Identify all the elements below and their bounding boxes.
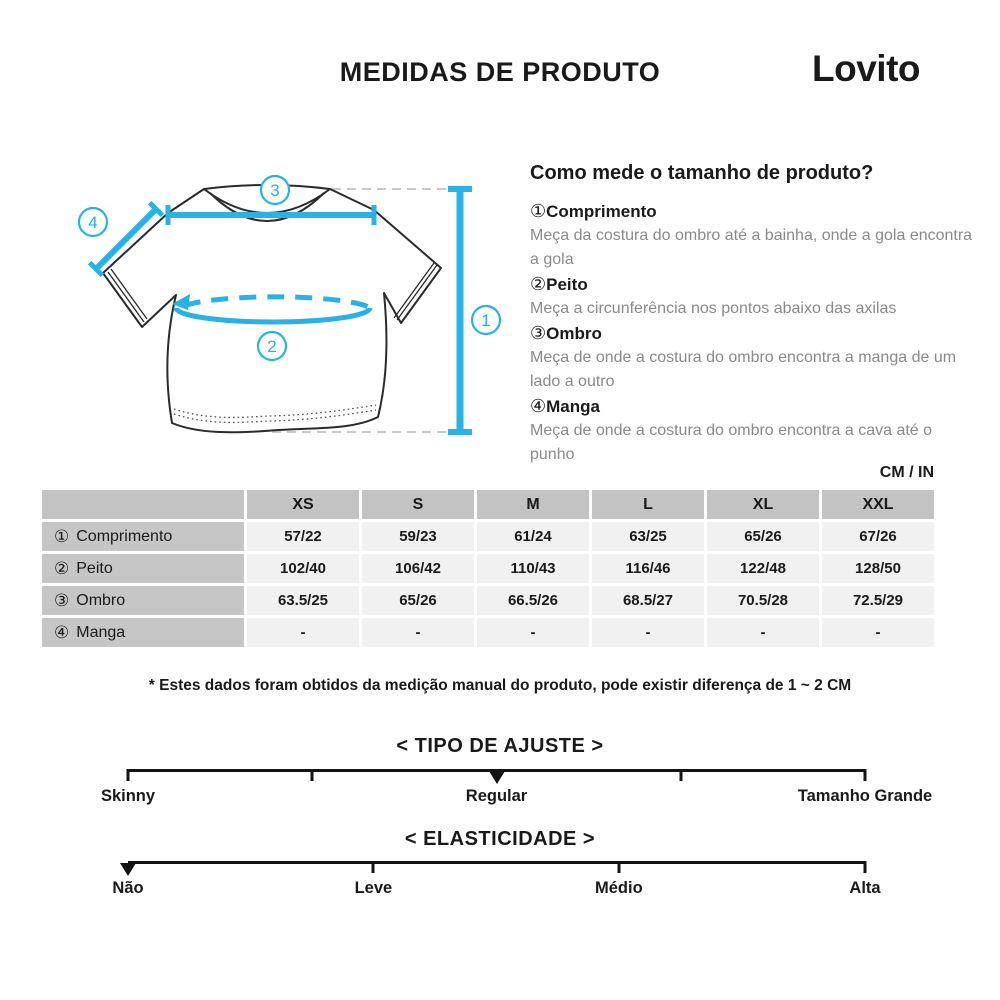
fit-scale-line: [128, 769, 865, 772]
instruction-label-ombro: ③Ombro: [530, 323, 602, 343]
table-cell: 63.5/25: [247, 586, 359, 615]
row-label-peito: ② Peito: [42, 554, 244, 583]
fit-scale-title: < TIPO DE AJUSTE >: [396, 735, 604, 757]
elasticity-label-leve: Leve: [354, 879, 393, 897]
circled-number-3: ③: [530, 323, 547, 343]
instruction-desc-manga: Meça de onde a costura do ombro encontra a cava até o punho: [530, 422, 933, 463]
table-cell: -: [477, 618, 589, 647]
instruction-desc-peito: Meça a circunferência nos pontos abaixo das axilas: [530, 300, 897, 317]
fit-label-skinny: Skinny: [100, 787, 156, 805]
elasticity-scale-line: [128, 861, 865, 864]
table-cell: 65/26: [707, 522, 819, 551]
table-cell: 67/26: [822, 522, 934, 551]
elasticity-scale-title: < ELASTICIDADE >: [404, 828, 596, 850]
instruction-desc-comprimento: Meça da costura do ombro até a bainha, onde a gola encontra a gola: [530, 227, 973, 268]
elasticity-label-alta: Alta: [849, 879, 881, 897]
row-label-manga: ④ Manga: [42, 618, 244, 647]
table-cell: 116/46: [592, 554, 704, 583]
table-cell: 102/40: [247, 554, 359, 583]
tshirt-measurement-diagram: [60, 165, 510, 455]
table-cell: 122/48: [707, 554, 819, 583]
table-cell: 128/50: [822, 554, 934, 583]
table-cell: 66.5/26: [477, 586, 589, 615]
column-header-xl: XL: [707, 490, 819, 519]
tshirt-diagram-svg: [60, 165, 510, 455]
units-label: CM / IN: [879, 464, 934, 481]
instruction-label-comprimento: ①Comprimento: [530, 201, 657, 221]
column-header-xxl: XXL: [822, 490, 934, 519]
instruction-desc-ombro: Meça de onde a costura do ombro encontra a manga de um lado a outro: [530, 349, 957, 390]
elasticity-tick: [864, 861, 867, 873]
table-cell: -: [592, 618, 704, 647]
fit-marker-triangle-icon: [489, 771, 505, 784]
table-cell: 63/25: [592, 522, 704, 551]
fit-scale-labels: [100, 787, 933, 807]
elasticity-marker-triangle-icon: [120, 863, 136, 876]
circled-number-4: ④: [530, 396, 547, 416]
table-cell: 59/23: [362, 522, 474, 551]
brand-logo: Lovito: [812, 48, 920, 89]
table-cell: 57/22: [247, 522, 359, 551]
tshirt-outline: [103, 185, 441, 432]
table-cell: -: [247, 618, 359, 647]
table-cell: 61/24: [477, 522, 589, 551]
table-cell: -: [362, 618, 474, 647]
table-cell: -: [707, 618, 819, 647]
measure-instructions: [530, 162, 978, 467]
table-cell: 65/26: [362, 586, 474, 615]
fit-tick: [311, 769, 314, 781]
fit-label-tamanho-grande: Tamanho Grande: [797, 787, 933, 805]
column-header-s: S: [362, 490, 474, 519]
table-cell: -: [822, 618, 934, 647]
fit-label-regular: Regular: [465, 787, 528, 805]
instruction-label-peito: ②Peito: [530, 274, 588, 294]
marker-label-2: 2: [267, 337, 277, 356]
elasticity-tick: [372, 861, 375, 873]
elasticity-label-medio: Médio: [594, 879, 643, 897]
fit-tick: [127, 769, 130, 781]
elasticity-label-nao: Não: [112, 879, 144, 897]
elasticity-scale-labels: [112, 879, 881, 899]
circled-number-1: ①: [530, 201, 547, 221]
circled-number-2: ②: [530, 274, 547, 294]
marker-label-4: 4: [88, 213, 98, 232]
column-header-xs: XS: [247, 490, 359, 519]
row-label-comprimento: ① Comprimento: [42, 522, 244, 551]
elasticity-tick: [617, 861, 620, 873]
fit-tick: [679, 769, 682, 781]
page-title: MEDIDAS DE PRODUTO: [339, 57, 661, 87]
column-header-m: M: [477, 490, 589, 519]
marker-label-1: 1: [481, 311, 491, 330]
table-cell: 70.5/28: [707, 586, 819, 615]
fit-tick: [864, 769, 867, 781]
size-table: [42, 490, 934, 647]
table-corner-cell: [42, 490, 244, 519]
marker-label-3: 3: [270, 181, 280, 200]
instruction-label-manga: ④Manga: [530, 396, 600, 416]
column-header-l: L: [592, 490, 704, 519]
measurement-disclaimer: * Estes dados foram obtidos da medição manual do produto, pode existir diferença de 1 ~ 2 CM: [148, 677, 852, 694]
table-cell: 72.5/29: [822, 586, 934, 615]
table-cell: 68.5/27: [592, 586, 704, 615]
table-cell: 110/43: [477, 554, 589, 583]
row-label-ombro: ③ Ombro: [42, 586, 244, 615]
instructions-heading: Como mede o tamanho de produto?: [530, 162, 874, 184]
table-cell: 106/42: [362, 554, 474, 583]
